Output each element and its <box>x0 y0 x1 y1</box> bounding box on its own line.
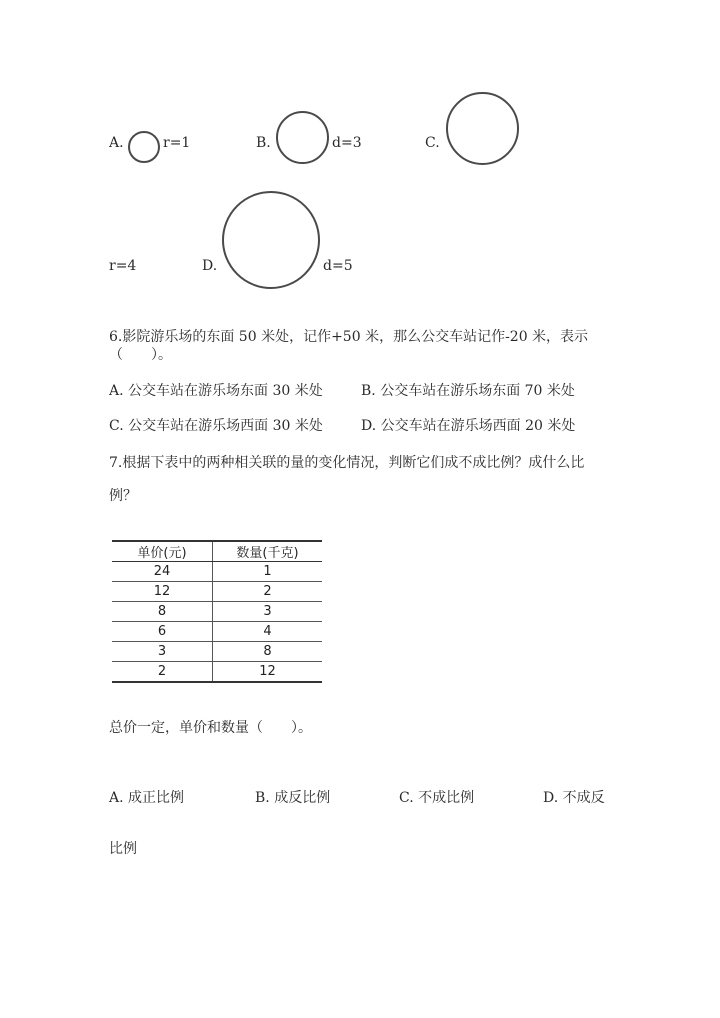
table-row <box>112 602 322 622</box>
q6-stem-line2: （ ）。 <box>109 347 172 363</box>
option-a-letter: A. <box>109 135 124 151</box>
circle-b <box>276 111 329 164</box>
cell-quantity: 12 <box>213 662 323 683</box>
table-row <box>112 662 322 683</box>
q7-option-b: B. 成反比例 <box>255 790 331 806</box>
circle-a <box>128 131 160 163</box>
q7-option-d-wrap: 比例 <box>109 841 137 857</box>
q7-stem-line2: 例？ <box>109 488 137 504</box>
cell-quantity: 8 <box>213 642 323 662</box>
table-row <box>112 642 322 662</box>
price-quantity-table <box>112 540 322 683</box>
q6-option-a: A. 公交车站在游乐场东面 30 米处 <box>109 383 323 399</box>
q7-option-d: D. 不成反 <box>543 790 605 806</box>
cell-quantity: 1 <box>213 562 323 582</box>
cell-unit-price: 12 <box>112 582 213 602</box>
cell-unit-price: 3 <box>112 642 213 662</box>
table-row <box>112 582 322 602</box>
cell-quantity: 4 <box>213 622 323 642</box>
table-row <box>112 562 322 582</box>
option-b-caption: d=3 <box>332 135 362 151</box>
cell-unit-price: 24 <box>112 562 213 582</box>
q7-option-a: A. 成正比例 <box>109 790 185 806</box>
circle-c <box>446 92 519 165</box>
cell-unit-price: 6 <box>112 622 213 642</box>
cell-quantity: 2 <box>213 582 323 602</box>
option-d-letter: D. <box>202 258 218 274</box>
q6-option-c: C. 公交车站在游乐场西面 30 米处 <box>109 418 323 434</box>
cell-quantity: 3 <box>213 602 323 622</box>
option-d-caption: d=5 <box>323 258 353 274</box>
option-c-letter: C. <box>425 135 440 151</box>
q7-stem-line1: 7.根据下表中的两种相关联的量的变化情况，判断它们成不成比例？成什么比 <box>109 455 585 471</box>
option-a-caption: r=1 <box>163 135 191 151</box>
table-header-row <box>112 541 322 562</box>
option-c-caption: r=4 <box>109 258 137 274</box>
q6-option-d: D. 公交车站在游乐场西面 20 米处 <box>361 418 576 434</box>
q7-option-c: C. 不成比例 <box>399 790 475 806</box>
header-unit-price: 单价(元) <box>112 541 213 562</box>
option-b-letter: B. <box>256 135 271 151</box>
q7-prompt: 总价一定，单价和数量（ ）。 <box>109 720 312 736</box>
cell-unit-price: 2 <box>112 662 213 683</box>
table-row <box>112 622 322 642</box>
header-quantity: 数量(千克) <box>213 541 323 562</box>
q6-stem-line1: 6.影院游乐场的东面 50 米处，记作+50 米，那么公交车站记作-20 米，表示 <box>109 329 589 345</box>
circle-d <box>222 191 320 289</box>
cell-unit-price: 8 <box>112 602 213 622</box>
q6-option-b: B. 公交车站在游乐场东面 70 米处 <box>361 383 575 399</box>
